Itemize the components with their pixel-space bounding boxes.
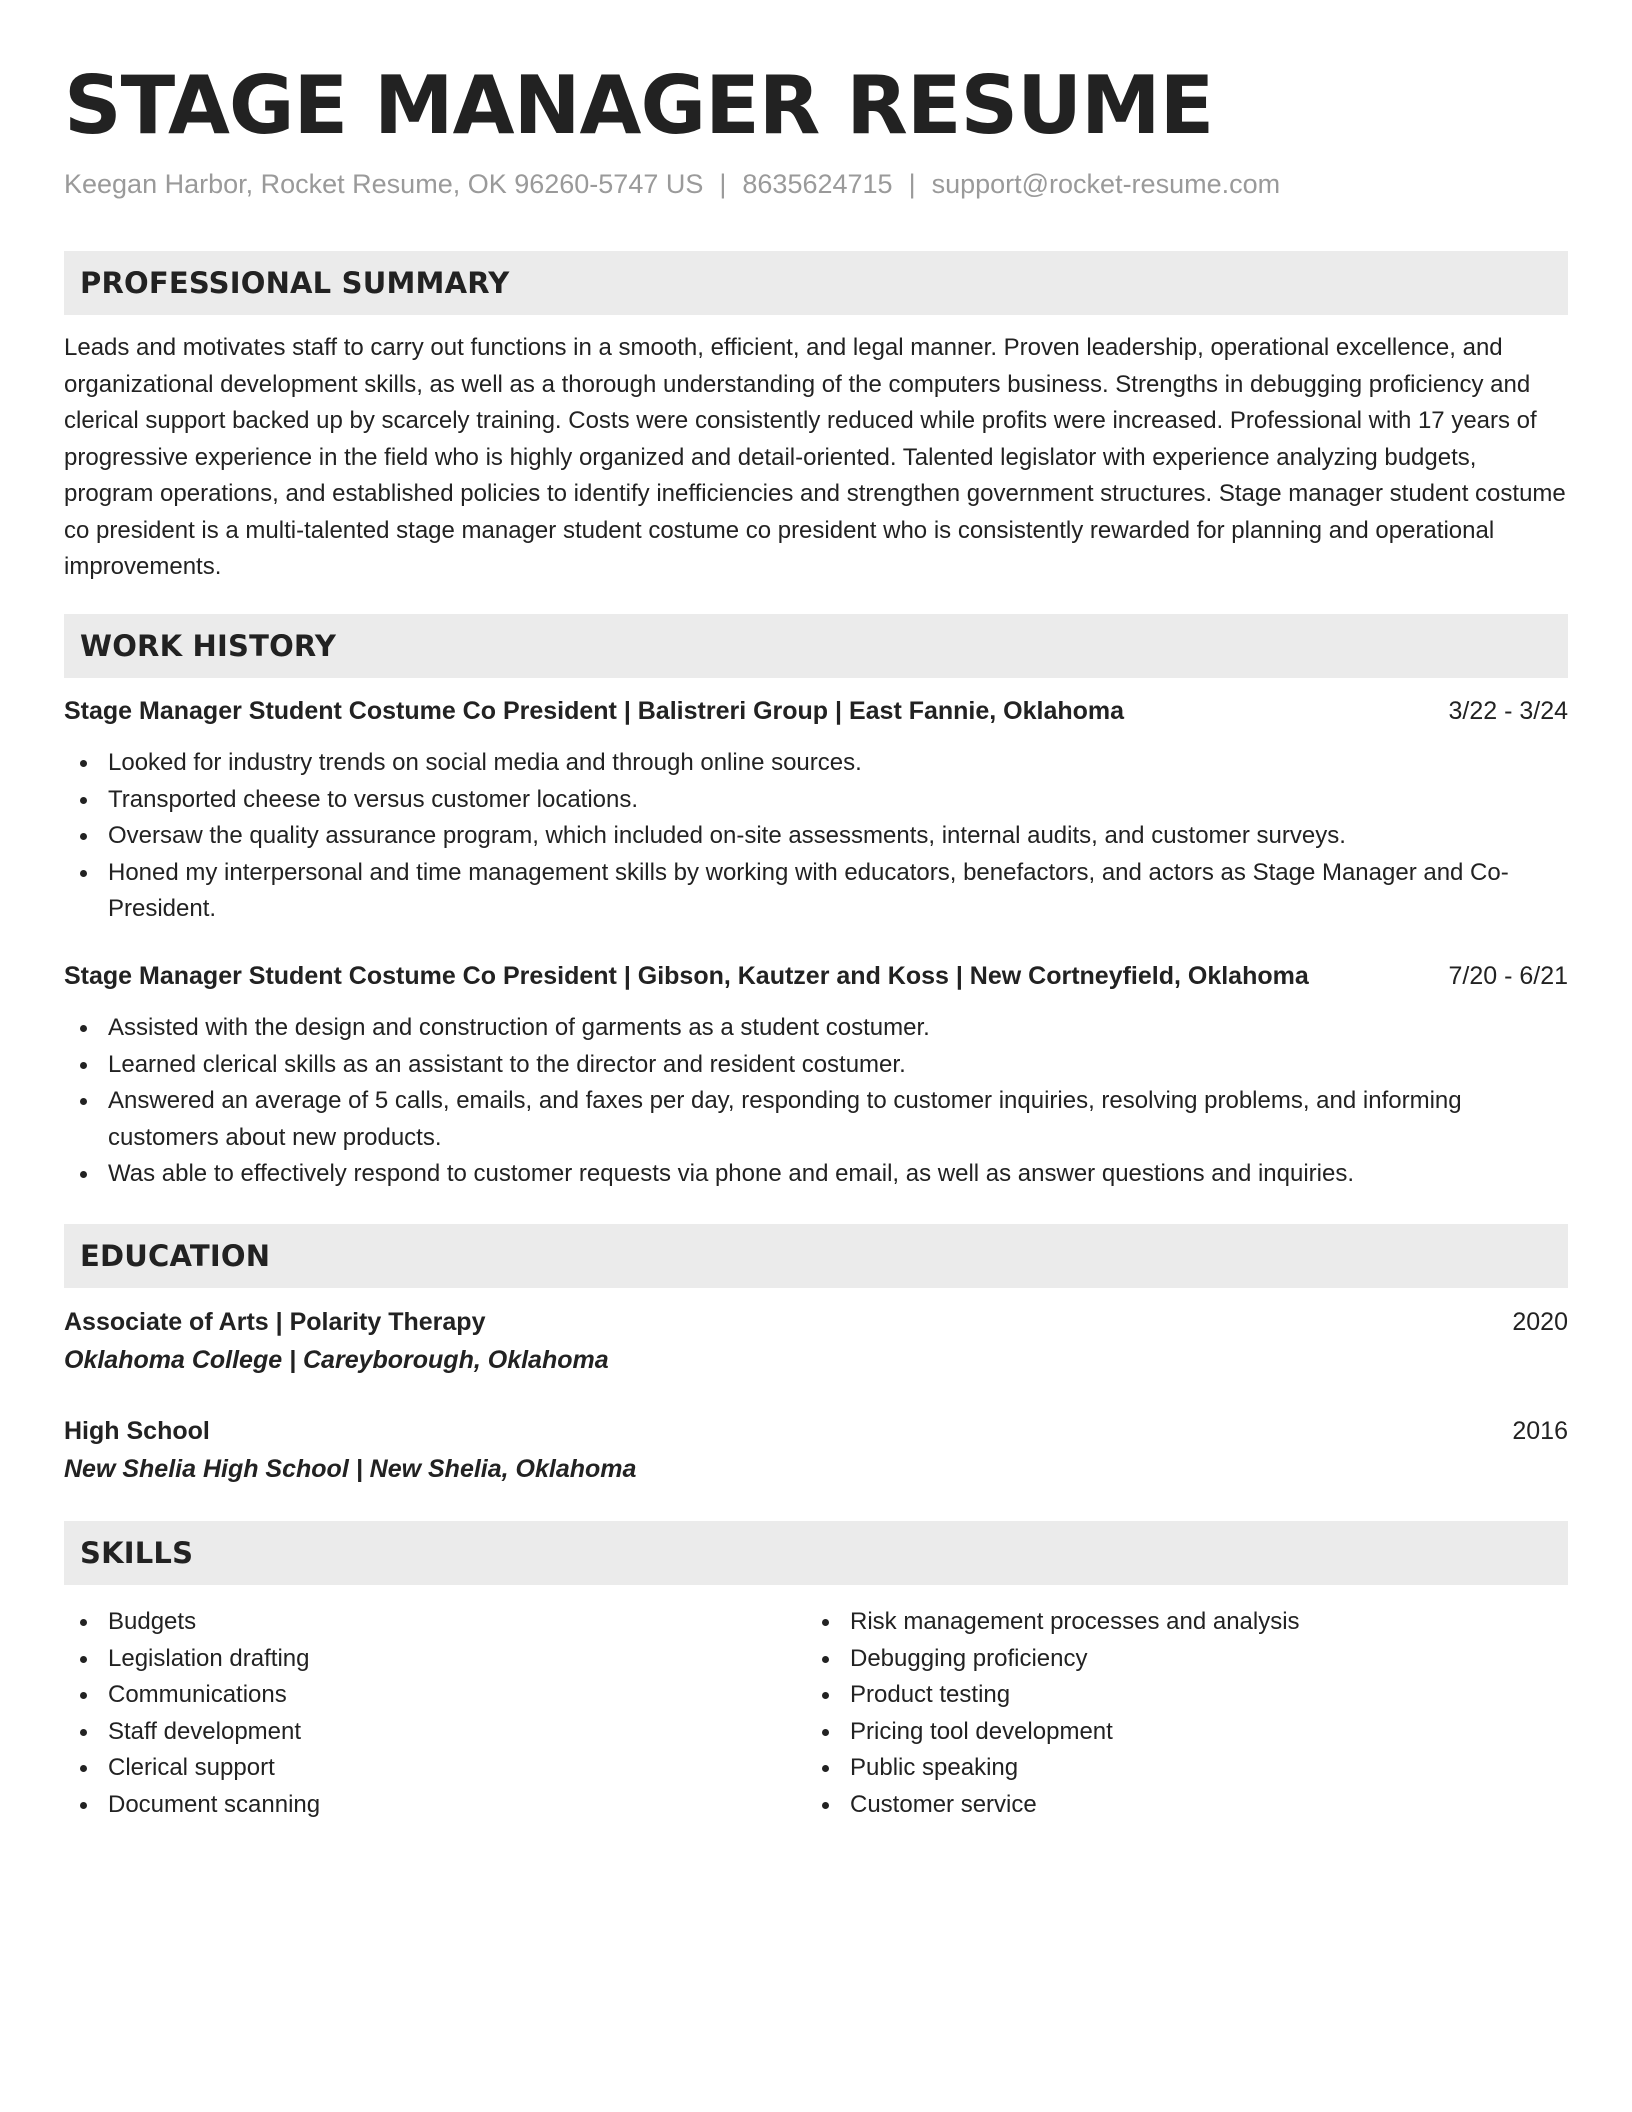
section-header-work-history: [64, 614, 1568, 678]
skill-item: Legislation drafting: [64, 1641, 784, 1678]
job-title: Stage Manager Student Costume Co President | Balistreri Group | East Fannie, Oklahoma: [64, 697, 1125, 725]
skill-item: Communications: [64, 1677, 784, 1714]
job-dates: 3/22 - 3/24: [1448, 697, 1568, 725]
job-dates: 7/20 - 6/21: [1448, 962, 1568, 990]
list-item: Learned clerical skills as an assistant to the director and resident costumer.: [64, 1047, 1568, 1084]
job-bullets: [64, 745, 1568, 928]
skill-item: Debugging proficiency: [806, 1641, 1526, 1678]
degree: High School: [64, 1417, 210, 1445]
separator: |: [908, 169, 916, 199]
skill-item: Budgets: [64, 1604, 784, 1641]
list-item: Oversaw the quality assurance program, which included on-site assessments, internal audits, and customer surveys.: [64, 818, 1568, 855]
skill-item: Staff development: [64, 1714, 784, 1751]
school-name: New Shelia High School | New Shelia, Oklahoma: [64, 1455, 637, 1483]
section-title: WORK HISTORY: [80, 629, 337, 663]
education-year: 2020: [1512, 1308, 1568, 1336]
resume-title: STAGE MANAGER RESUME: [64, 59, 1214, 152]
skill-item: Clerical support: [64, 1750, 784, 1787]
education-entry-header: [64, 1304, 1568, 1340]
section-title: PROFESSIONAL SUMMARY: [80, 266, 510, 300]
section-header-skills: [64, 1521, 1568, 1585]
skill-item: Pricing tool development: [806, 1714, 1526, 1751]
address: Keegan Harbor, Rocket Resume, OK 96260-5747 US: [64, 169, 704, 199]
skill-item: Product testing: [806, 1677, 1526, 1714]
job-bullets: [64, 1010, 1568, 1193]
job-entry-header: [64, 958, 1568, 994]
section-title: EDUCATION: [80, 1239, 271, 1273]
separator: |: [719, 169, 727, 199]
email: support@rocket-resume.com: [931, 169, 1281, 199]
list-item: Honed my interpersonal and time management skills by working with educators, benefactors, and actors as Stage Manager and Co-President.: [64, 855, 1568, 928]
education-year: 2016: [1512, 1417, 1568, 1445]
skills-list-left: [64, 1604, 784, 1823]
education-entry-header: [64, 1413, 1568, 1449]
list-item: Was able to effectively respond to customer requests via phone and email, as well as answer questions and inquiries.: [64, 1156, 1568, 1193]
skills-list-right: [806, 1604, 1526, 1823]
list-item: Answered an average of 5 calls, emails, and faxes per day, responding to customer inquiries, resolving problems, and informing customers about new products.: [64, 1083, 1568, 1156]
list-item: Transported cheese to versus customer locations.: [64, 782, 1568, 819]
contact-line: [64, 166, 1280, 202]
skill-item: Public speaking: [806, 1750, 1526, 1787]
list-item: Looked for industry trends on social media and through online sources.: [64, 745, 1568, 782]
school-name: Oklahoma College | Careyborough, Oklahoma: [64, 1346, 609, 1374]
skill-item: Document scanning: [64, 1787, 784, 1824]
job-title: Stage Manager Student Costume Co President | Gibson, Kautzer and Koss | New Cortneyfield, Oklahoma: [64, 962, 1309, 990]
section-header-summary: [64, 251, 1568, 315]
skill-item: Risk management processes and analysis: [806, 1604, 1526, 1641]
degree: Associate of Arts | Polarity Therapy: [64, 1308, 486, 1336]
section-header-education: [64, 1224, 1568, 1288]
skill-item: Customer service: [806, 1787, 1526, 1824]
section-title: SKILLS: [80, 1536, 194, 1570]
phone: 8635624715: [742, 169, 893, 199]
job-entry-header: [64, 693, 1568, 729]
list-item: Assisted with the design and construction of garments as a student costumer.: [64, 1010, 1568, 1047]
summary-text: Leads and motivates staff to carry out functions in a smooth, efficient, and legal manner. Proven leadership, operational excellence, and organizational development skills, as well as a thorough understanding of the computers business. Strengths in debugging proficiency and clerical support backed up by scarcely training. Costs were consistently reduced while profits were increased. Professional with 17 years of progressive experience in the field who is highly organized and detail-oriented. Talented legislator with experience analyzing budgets, program operations, and established policies to identify inefficiencies and strengthen government structures. Stage manager student costume co president is a multi-talented stage manager student costume co president who is consistently rewarded for planning and operational improvements.: [64, 334, 1566, 580]
